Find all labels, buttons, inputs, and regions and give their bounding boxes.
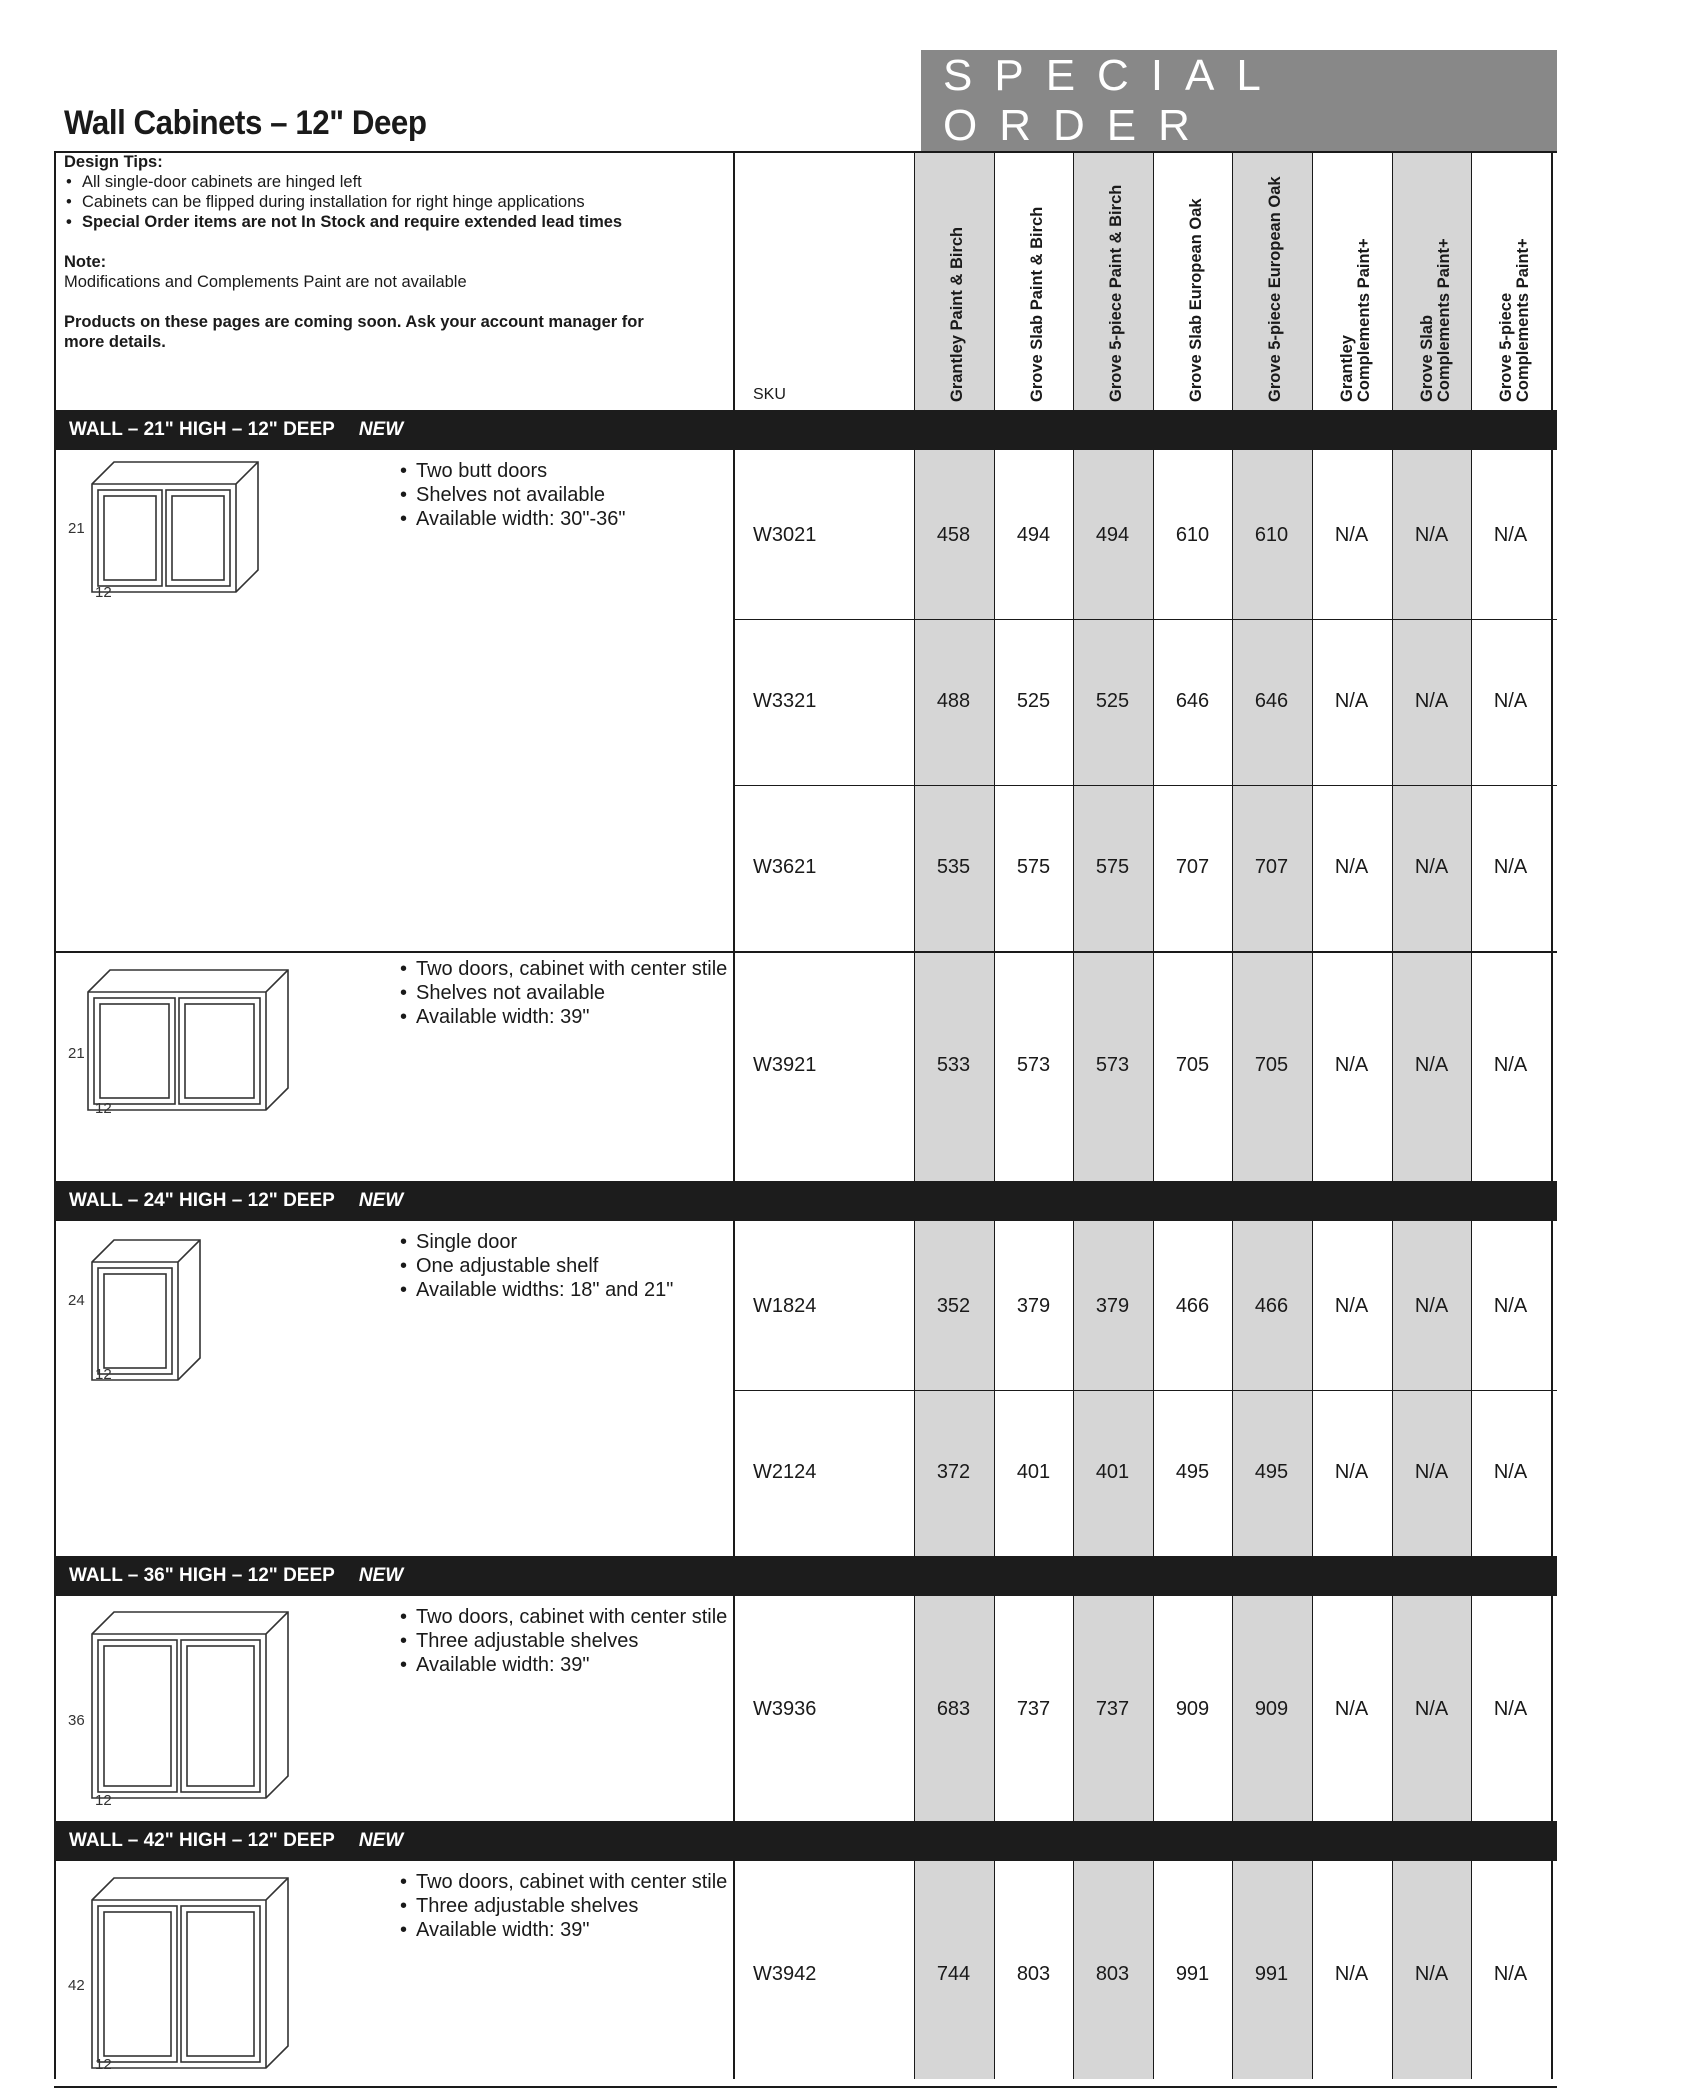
feature-item: • Two doors, cabinet with center stile	[400, 957, 740, 981]
feature-item: • Available widths: 18" and 21"	[400, 1278, 740, 1302]
height-dimension-label: 36	[68, 1712, 85, 1729]
section-header	[54, 1821, 1557, 1861]
price-cell: N/A	[1493, 1963, 1528, 1985]
price-cell: N/A	[1414, 1295, 1449, 1317]
price-cell: N/A	[1334, 1295, 1369, 1317]
price-cell: 991	[1175, 1963, 1210, 1985]
column-header-line: Grantley Paint & Birch	[948, 226, 966, 402]
column-header-line: Complements Paint+	[1434, 238, 1453, 402]
price-cell: N/A	[1493, 856, 1528, 878]
column-header-line: Complements Paint+	[1354, 238, 1373, 402]
feature-list	[400, 1230, 740, 1302]
design-tip: • Cabinets can be flipped during installation for right hinge applications	[64, 192, 744, 212]
price-cell: 525	[1095, 690, 1130, 712]
column-header-line: Grove Slab	[1417, 314, 1436, 402]
sku-column-header: SKU	[753, 386, 786, 403]
height-dimension-label: 42	[68, 1977, 85, 1994]
price-cell: 533	[936, 1054, 971, 1076]
price-cell: 458	[936, 524, 971, 546]
price-cell: 705	[1254, 1054, 1289, 1076]
section-title: WALL – 36" HIGH – 12" DEEP	[69, 1565, 335, 1586]
price-cell: 683	[936, 1698, 971, 1720]
feature-item: • Two butt doors	[400, 459, 740, 483]
price-cell: 401	[1095, 1461, 1130, 1483]
new-badge: NEW	[358, 1565, 404, 1586]
price-cell: 535	[936, 856, 971, 878]
feature-item: • Available width: 39"	[400, 1653, 740, 1677]
price-cell: N/A	[1414, 690, 1449, 712]
feature-list	[400, 1870, 740, 1942]
price-cell: N/A	[1493, 1295, 1528, 1317]
price-cell: N/A	[1493, 1054, 1528, 1076]
row-divider	[733, 785, 1557, 786]
new-badge: NEW	[358, 1830, 404, 1851]
feature-list	[400, 957, 740, 1029]
depth-dimension-label: 12	[95, 1100, 112, 1117]
price-cell: 909	[1175, 1698, 1210, 1720]
feature-item: • One adjustable shelf	[400, 1254, 740, 1278]
price-cell: 494	[1016, 524, 1051, 546]
note-heading: Note:	[64, 253, 107, 271]
section-header	[54, 410, 1557, 450]
special-order-banner: SPECIAL ORDER	[921, 50, 1557, 151]
sku-cell: W3621	[753, 856, 817, 878]
column-header	[949, 227, 966, 402]
price-cell: N/A	[1414, 1963, 1449, 1985]
column-header	[1267, 176, 1284, 402]
depth-dimension-label: 12	[95, 1792, 112, 1809]
sku-cell: W3936	[753, 1698, 817, 1720]
price-cell: 909	[1254, 1698, 1289, 1720]
price-cell: N/A	[1493, 524, 1528, 546]
price-cell: 494	[1095, 524, 1130, 546]
price-cell: 707	[1254, 856, 1289, 878]
new-badge: NEW	[358, 1190, 404, 1211]
column-header	[1498, 238, 1532, 402]
section-title: WALL – 42" HIGH – 12" DEEP	[69, 1830, 335, 1851]
price-cell: N/A	[1334, 856, 1369, 878]
price-cell: 737	[1095, 1698, 1130, 1720]
cabinet-diagram-icon	[88, 970, 308, 1130]
price-cell: N/A	[1414, 1698, 1449, 1720]
feature-item: • Shelves not available	[400, 981, 740, 1005]
sku-cell: W3921	[753, 1054, 817, 1076]
feature-item: • Two doors, cabinet with center stile	[400, 1605, 740, 1629]
sku-cell: W2124	[753, 1461, 817, 1483]
price-cell: N/A	[1414, 856, 1449, 878]
column-header	[1339, 238, 1373, 402]
price-cell: 379	[1095, 1295, 1130, 1317]
feature-item: • Shelves not available	[400, 483, 740, 507]
price-cell: N/A	[1334, 690, 1369, 712]
price-cell: 488	[936, 690, 971, 712]
cabinet-diagram-icon	[92, 1878, 308, 2088]
column-header-line: Grove 5-piece European Oak	[1266, 176, 1284, 402]
price-cell: 705	[1175, 1054, 1210, 1076]
price-cell: 575	[1095, 856, 1130, 878]
depth-dimension-label: 12	[95, 584, 112, 601]
price-cell: 803	[1016, 1963, 1051, 1985]
sku-cell: W3942	[753, 1963, 817, 1985]
column-header	[1029, 207, 1046, 402]
height-dimension-label: 24	[68, 1292, 85, 1309]
price-cell: N/A	[1334, 1963, 1369, 1985]
new-badge: NEW	[358, 419, 404, 440]
design-tips	[64, 152, 744, 352]
column-header-line: Grove 5-piece	[1496, 292, 1515, 402]
price-cell: 575	[1016, 856, 1051, 878]
price-cell: 379	[1016, 1295, 1051, 1317]
page-title: Wall Cabinets – 12" Deep	[64, 104, 427, 142]
price-cell: N/A	[1334, 1698, 1369, 1720]
coming-soon-note: Products on these pages are coming soon. Ask your account manager for more details.	[64, 313, 644, 351]
column-header-line: Grove Slab Paint & Birch	[1028, 206, 1046, 402]
feature-item: • Available width: 39"	[400, 1005, 740, 1029]
feature-list	[400, 1605, 740, 1677]
header-top-line	[54, 151, 1557, 153]
price-cell: N/A	[1493, 690, 1528, 712]
section-header	[54, 1556, 1557, 1596]
feature-item: • Three adjustable shelves	[400, 1894, 740, 1918]
price-cell: N/A	[1334, 524, 1369, 546]
price-cell: 610	[1175, 524, 1210, 546]
price-cell: 646	[1254, 690, 1289, 712]
price-cell: N/A	[1414, 524, 1449, 546]
feature-item: • Two doors, cabinet with center stile	[400, 1870, 740, 1894]
sku-cell: W3321	[753, 690, 817, 712]
column-header-line: Complements Paint+	[1513, 238, 1532, 402]
price-cell: N/A	[1414, 1054, 1449, 1076]
feature-item: • Three adjustable shelves	[400, 1629, 740, 1653]
section-title: WALL – 24" HIGH – 12" DEEP	[69, 1190, 335, 1211]
price-cell: 495	[1254, 1461, 1289, 1483]
price-cell: 495	[1175, 1461, 1210, 1483]
price-cell: N/A	[1334, 1054, 1369, 1076]
price-cell: 525	[1016, 690, 1051, 712]
price-cell: N/A	[1493, 1698, 1528, 1720]
design-tips-heading: Design Tips:	[64, 153, 163, 171]
price-cell: 372	[936, 1461, 971, 1483]
sku-cell: W3021	[753, 524, 817, 546]
price-cell: N/A	[1334, 1461, 1369, 1483]
price-cell: 352	[936, 1295, 971, 1317]
height-dimension-label: 21	[68, 1045, 85, 1062]
group-divider	[54, 951, 1557, 953]
depth-dimension-label: 12	[95, 1366, 112, 1383]
price-cell: 803	[1095, 1963, 1130, 1985]
column-header	[1188, 198, 1205, 402]
column-header-line: Grove 5-piece Paint & Birch	[1107, 184, 1125, 402]
design-tip: • All single-door cabinets are hinged left	[64, 172, 744, 192]
price-cell: 744	[936, 1963, 971, 1985]
depth-dimension-label: 12	[95, 2056, 112, 2073]
price-cell: 991	[1254, 1963, 1289, 1985]
price-cell: 737	[1016, 1698, 1051, 1720]
cabinet-diagram-icon	[92, 1612, 308, 1818]
column-header-line: Grove Slab European Oak	[1187, 198, 1205, 402]
row-divider	[733, 619, 1557, 620]
price-cell: 573	[1016, 1054, 1051, 1076]
feature-item: • Available width: 39"	[400, 1918, 740, 1942]
price-cell: N/A	[1493, 1461, 1528, 1483]
section-title: WALL – 21" HIGH – 12" DEEP	[69, 419, 335, 440]
price-cell: 707	[1175, 856, 1210, 878]
note-text: Modifications and Complements Paint are not available	[64, 273, 467, 291]
price-cell: 401	[1016, 1461, 1051, 1483]
sku-cell: W1824	[753, 1295, 817, 1317]
feature-list	[400, 459, 740, 531]
column-header	[1108, 185, 1125, 402]
feature-item: • Available width: 30"-36"	[400, 507, 740, 531]
feature-item: • Single door	[400, 1230, 740, 1254]
price-cell: 610	[1254, 524, 1289, 546]
price-cell: 573	[1095, 1054, 1130, 1076]
cabinet-diagram-icon	[92, 462, 278, 612]
price-cell: 646	[1175, 690, 1210, 712]
design-tip: • Special Order items are not In Stock and require extended lead times	[64, 212, 744, 232]
price-cell: 466	[1254, 1295, 1289, 1317]
section-header	[54, 1181, 1557, 1221]
row-divider	[733, 1390, 1557, 1391]
height-dimension-label: 21	[68, 520, 85, 537]
column-header-line: Grantley	[1337, 335, 1356, 402]
price-cell: 466	[1175, 1295, 1210, 1317]
column-header	[1419, 238, 1453, 402]
price-cell: N/A	[1414, 1461, 1449, 1483]
